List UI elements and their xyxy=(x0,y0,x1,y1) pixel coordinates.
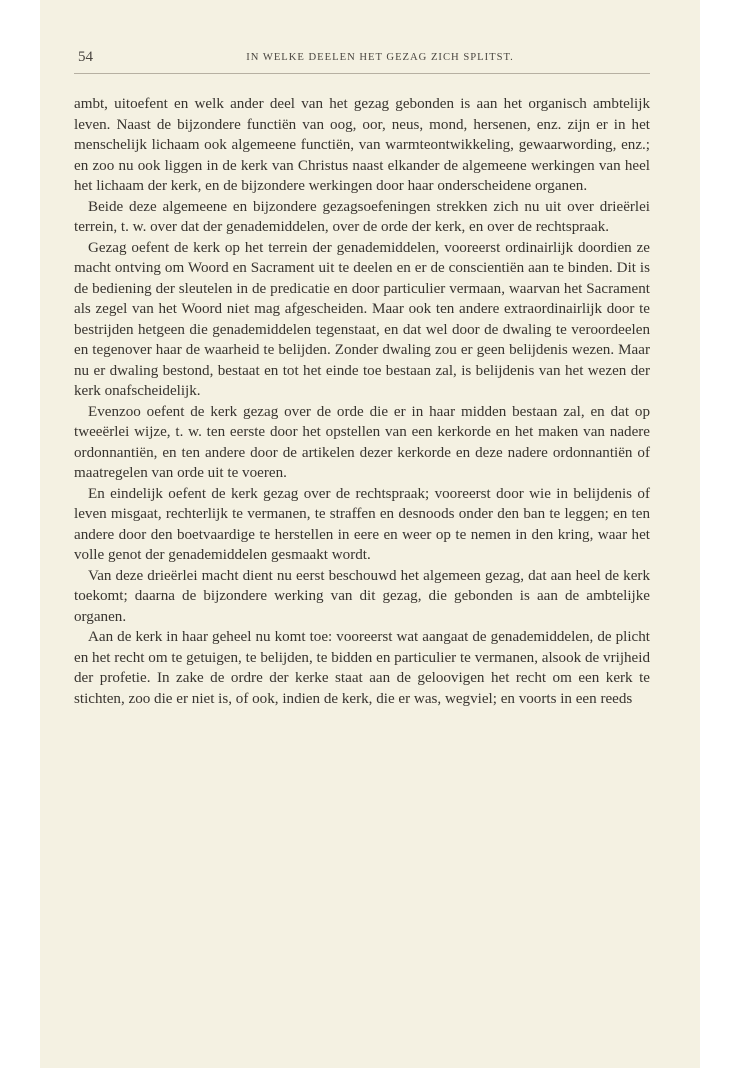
running-title: IN WELKE DEELEN HET GEZAG ZICH SPLITST. xyxy=(246,52,514,63)
book-page xyxy=(40,0,700,1068)
paragraph: Beide deze algemeene en bijzondere gezagsoefeningen strekken zich nu uit over drieërlei terrein, t. w. over dat der genademiddelen, over de orde der kerk, en over de rechtspraak. xyxy=(74,198,650,235)
paragraph: ambt, uitoefent en welk ander deel van het gezag gebonden is aan het organisch ambtelijk leven. Naast de bijzondere functiën van oog, oor, neus, mond, hersenen, enz. zijn er in het menschelijk lichaam ook algemeene functiën, van warmteontwikkeling, gewaarwording, enz.; en zoo nu ook liggen in de kerk van Christus naast elkander de algemeene werkingen van heel het lichaam der kerk, en de bijzondere werkingen door haar onderscheidene organen. xyxy=(74,96,650,194)
paragraph: En eindelijk oefent de kerk gezag over de rechtspraak; vooreerst door wie in belijdenis of leven misgaat, rechterlijk te vermanen, te straffen en desnoods onder den ban te leggen; en ten andere door den boetvaardige te herstellen in eere en weer op te nemen in den kring, waar het volle genot der genademiddelen gesmaakt wordt. xyxy=(74,485,650,563)
paragraph: Van deze drieërlei macht dient nu eerst beschouwd het algemeen gezag, dat aan heel de kerk toekomt; daarna de bijzondere werking van dit gezag, die gebonden is aan de ambtelijke organen. xyxy=(74,567,650,625)
body-text xyxy=(74,94,650,709)
paragraph: Aan de kerk in haar geheel nu komt toe: vooreerst wat aangaat de genademiddelen, de plicht en het recht om te getuigen, te belijden, te bidden en particulier te vermanen, alsook de vrijheid der profetie. In zake de ordre der kerke staat aan de geloovigen het recht om een kerk te stichten, zoo die er niet is, of ook, indien de kerk, die er was, wegviel; en voorts in een reeds xyxy=(74,629,650,707)
page-number: 54 xyxy=(78,49,93,65)
paragraph: Evenzoo oefent de kerk gezag over de orde die er in haar midden bestaan zal, en dat op tweeërlei wijze, t. w. ten eerste door het opstellen van een kerkorde en het maken van nadere ordonnantiën, en ten andere door de artikelen dezer kerkorde en deze nadere ordonnantiën of maatregelen van orde uit te voeren. xyxy=(74,403,650,481)
paragraph: Gezag oefent de kerk op het terrein der genademiddelen, vooreerst ordinairlijk doordien ze macht ontving om Woord en Sacrament uit te deelen en er de conscientiën aan te binden. Dit is de bediening der sleutelen in de predicatie en door particulier vermaan, waarvan het Sacrament als zegel van het Woord niet mag afgescheiden. Maar ook ten andere extraordinairlijk door te bestrijden hetgeen die genademiddelen tegenstaat, en dat wel door de dwaling te veroordeelen en tegenover haar de waarheid te belijden. Zonder dwaling zou er geen belijdenis wezen. Maar nu er dwaling bestond, bestaat en tot het einde toe bestaan zal, is belijdenis van het wezen der kerk onafscheidelijk. xyxy=(74,239,650,399)
header-rule xyxy=(74,73,650,74)
